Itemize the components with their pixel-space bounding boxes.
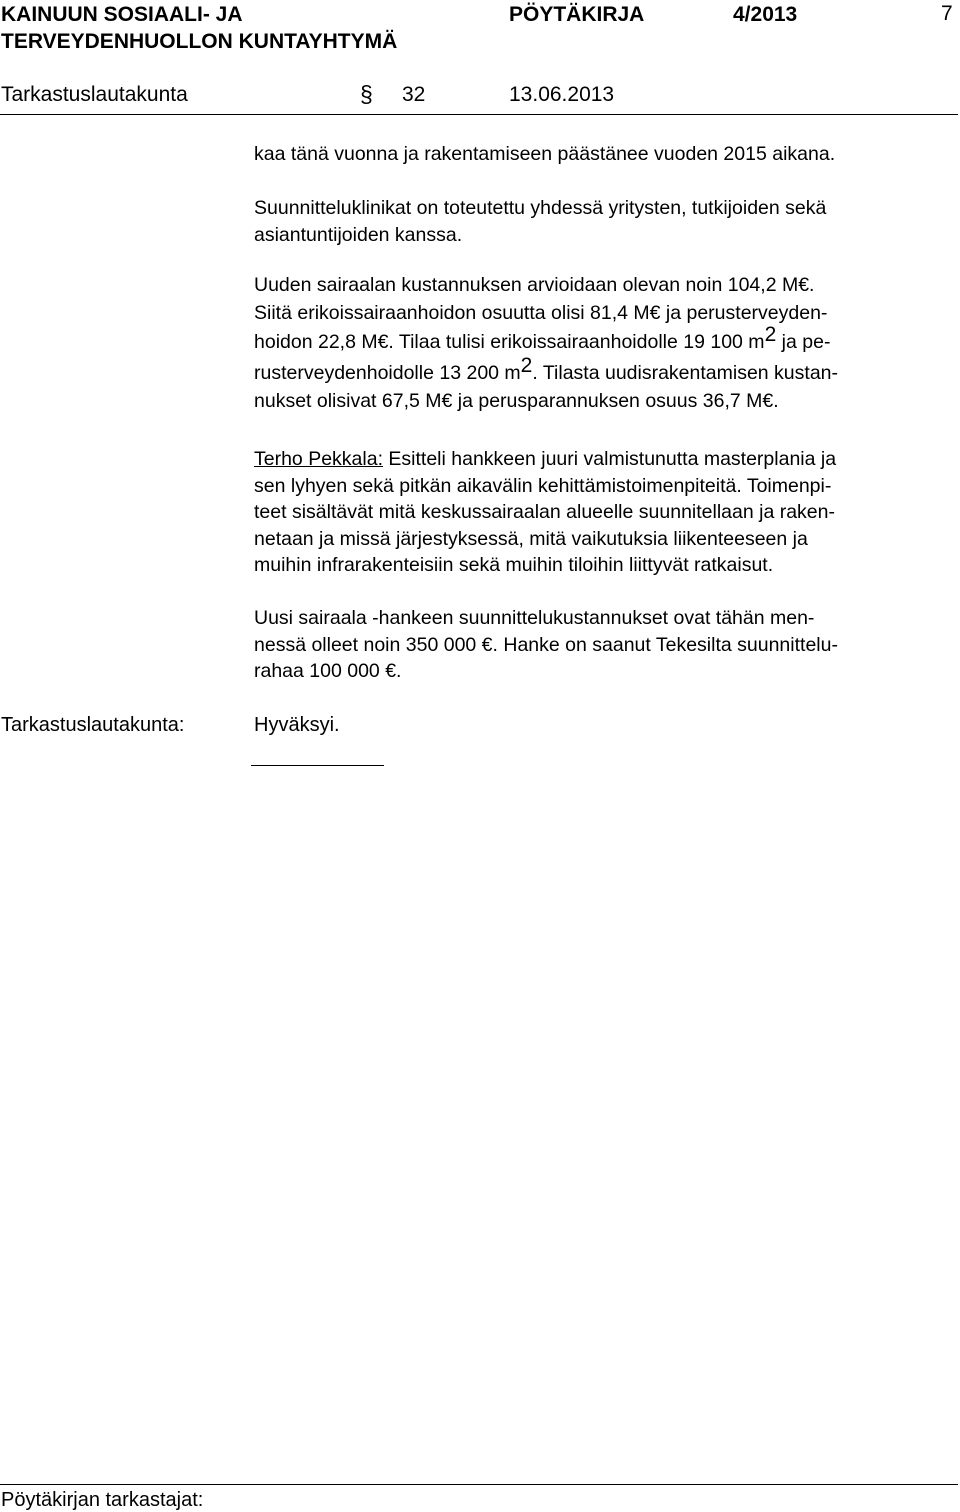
superscript: 2 [764,322,777,346]
meeting-date: 13.06.2013 [509,83,615,106]
text-run: Esitteli hankkeen juuri valmistunutta masterplania ja [383,448,837,470]
section-sign-icon: § [360,81,373,107]
paragraph-line: asiantuntijoiden kanssa. [254,223,463,246]
paragraph-line: netaan ja missä järjestyksessä, mitä vaikutuksia liikenteeseen ja [254,527,808,550]
document-number: 4/2013 [733,3,798,26]
paragraph-line: nessä olleet noin 350 000 €. Hanke on saanut Tekesilta suunnittelu- [254,633,838,656]
paragraph-3 [254,272,954,413]
paragraph-1 [254,141,954,168]
superscript: 2 [520,353,533,377]
document-type: PÖYTÄKIRJA [509,3,645,26]
text-run: ja pe- [776,330,831,353]
text-run: rusterveydenhoidolle 13 200 m [254,361,521,384]
text-run: . Tilasta uudisrakentamisen kustan- [532,361,839,384]
paragraph-4 [254,446,954,579]
paragraph-line: muihin infrarakenteisiin sekä muihin tiloihin liittyvät ratkaisut. [254,554,774,576]
minutes-checkers-label: Pöytäkirjan tarkastajat: [1,1489,204,1511]
paragraph-line: kaa tänä vuonna ja rakentamiseen päästänee vuoden 2015 aikana. [254,143,836,165]
decision-label: Tarkastuslautakunta: [1,714,185,736]
footer-divider [0,1484,958,1485]
paragraph-2 [254,195,954,248]
speaker-name: Terho Pekkala: [254,448,383,470]
organization-name-line-1: KAINUUN SOSIAALI- JA [1,3,243,26]
text-run: hoidon 22,8 M€. Tilaa tulisi erikoissairaanhoidolle 19 100 m [254,330,765,353]
paragraph-line [254,322,954,358]
committee-name: Tarkastuslautakunta [1,83,188,106]
signature-line [251,765,384,766]
paragraph-line [254,353,954,389]
paragraph-line: nukset olisivat 67,5 M€ ja perusparannuksen osuus 36,7 M€. [254,389,779,412]
paragraph-line: Uusi sairaala -hankeen suunnittelukustannukset ovat tähän men- [254,607,815,629]
paragraph-line [254,446,954,473]
paragraph-line: Siitä erikoissairaanhoidon osuutta olisi 81,4 M€ ja perusterveyden- [254,301,828,324]
paragraph-line: teet sisältävät mitä keskussairaalan alueelle suunnitellaan ja raken- [254,501,835,523]
page-number: 7 [941,2,953,25]
header-divider [0,114,958,115]
decision-text: Hyväksyi. [254,714,340,736]
paragraph-line: sen lyhyen sekä pitkän aikavälin kehittämistoimenpiteitä. Toimenpi- [254,474,832,497]
paragraph-line: rahaa 100 000 €. [254,660,402,682]
paragraph-line: Suunnitteluklinikat on toteutettu yhdessä yritysten, tutkijoiden sekä [254,197,827,219]
organization-name-line-2: TERVEYDENHUOLLON KUNTAYHTYMÄ [1,30,398,53]
paragraph-5 [254,605,954,685]
paragraph-line: Uuden sairaalan kustannuksen arvioidaan olevan noin 104,2 M€. [254,274,815,296]
section-number: 32 [402,83,426,106]
